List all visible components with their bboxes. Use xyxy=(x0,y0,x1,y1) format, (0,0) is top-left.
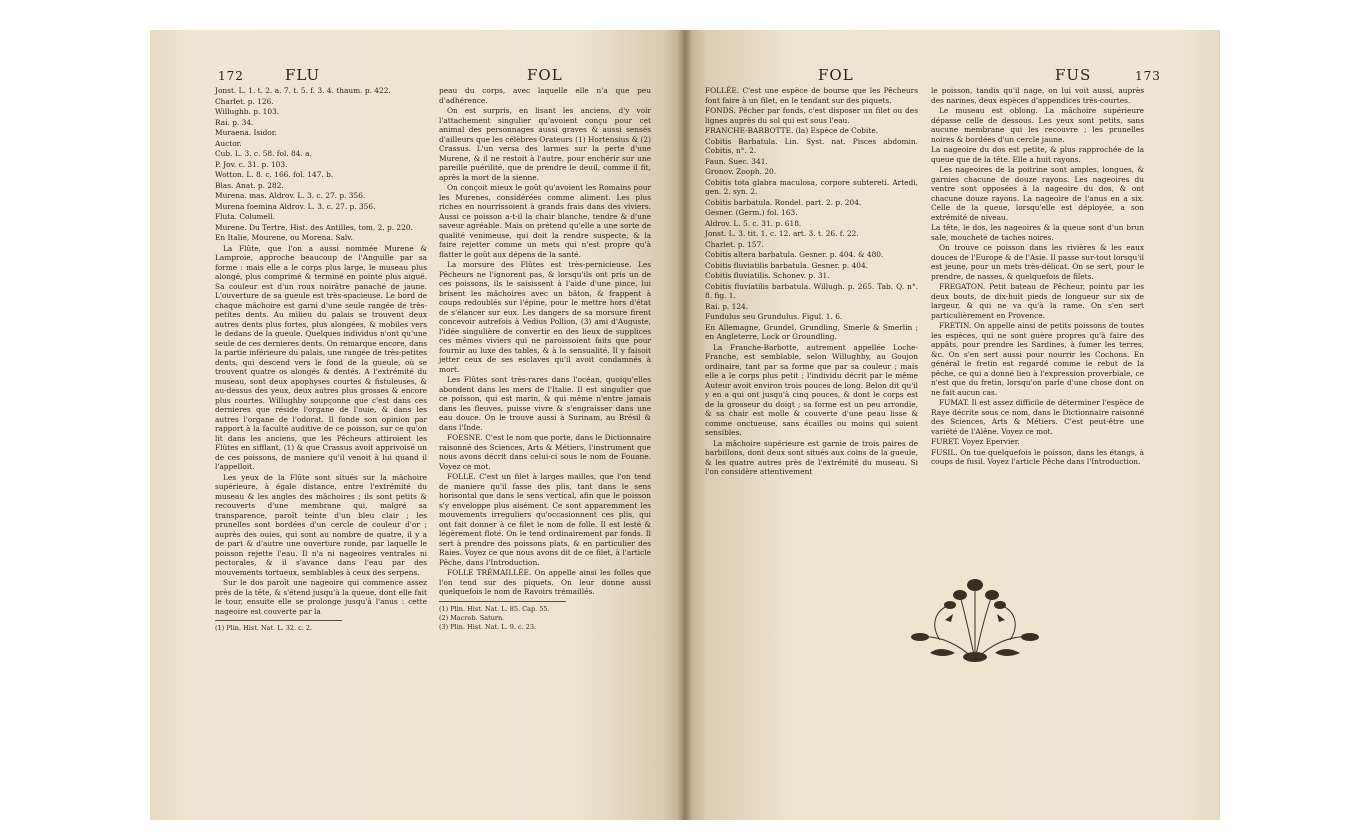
text-paragraph: FOLLE. C'est un filet à larges mailles, que l'on tend de maniere qu'il fasse des plis, tant dans le sens horisontal que dans le sens vertical, afin que le poisson s'y enveloppe plus aisément. Ce sont apparemment les mouvements irreguliers qu'occasionnent ces plis, qui ont fait donner à ce filet le nom de folle. Il est lesté & légèrement floté. On le tend ordinairement par fonds. Il sert à prendre des poissons plats, & en particulier des Raies. Voyez ce que nous avons dit de ce filet, à l'article Pêche, dans l'Introduction. xyxy=(439,472,651,567)
text-paragraph: FURET. Voyez Epervier. xyxy=(931,437,1020,446)
footnote-rule xyxy=(439,601,566,602)
text-paragraph: En Allemagne, Grundel, Grundling, Smerle & Smerlin ; en Angleterre, Lock or Groundling. xyxy=(705,322,918,341)
text-paragraph: Blas. Anat. p. 282. xyxy=(215,180,284,190)
text-paragraph: Charlet. p. 126. xyxy=(215,96,274,106)
text-paragraph: La morsure des Flûtes est très-pernicieuse. Les Pêcheurs ne l'ignorent pas, & lorsqu'ils ont pris un de ces poissons, ils le saisissent à l'aide d'une pince, lui brisent les mâchoires avec un bâton, & frappent à coups redoublés sur l'épine, pour le mettre hors d'état de s'élancer sur eux. Les dangers de sa morsure firent concevoir autrefois à Vedius Pollion, (3) ami d'Auguste, l'idée singulière de convertir en des lieux de supplices ces mêmes viviers qui ne paroissoient faits que pour fournir au luxe des tables, & à la sensualité. Il y faisoit jetter ceux de ses esclaves qu'il avoit condamnés à mort. xyxy=(439,260,651,374)
open-book xyxy=(150,30,1220,820)
text-paragraph: Jonst. L. 1. t. 2. a. 7. t. 5. f. 3. 4. thaum. p. 422. xyxy=(215,86,391,95)
text-paragraph: La mâchoire supérieure est garnie de trois paires de barbillons, dont deux sont situés aux coins de la gueule, & les quatre autres près de l'extrémité du museau. Si l'on considère attentivement xyxy=(705,438,918,476)
text-paragraph: Gesner. (Germ.) fol. 163. xyxy=(705,208,798,217)
left-header-right: FOL xyxy=(527,66,563,84)
text-paragraph: FUSIL. On tue quelquefois le poisson, dans les étangs, à coups de fusil. Voyez l'article Pêche dans l'Introduction. xyxy=(931,447,1144,466)
text-paragraph: peau du corps, avec laquelle elle n'a que peu d'adhérence. xyxy=(439,86,651,105)
text-paragraph: Charlet. p. 157. xyxy=(705,239,764,249)
text-paragraph: Cobitis barbatula. Rondel. part. 2. p. 204. xyxy=(705,197,862,207)
text-paragraph: Cobitis Barbatula. Lin. Syst. nat. Pisces abdomin. Cobitis, n°. 2. xyxy=(705,136,918,155)
footnote-rule xyxy=(215,620,342,621)
text-paragraph: FONDS. Pêcher par fonds, c'est disposer un filet ou des lignes auprès du sol qui est sous l'eau. xyxy=(705,106,918,125)
text-paragraph: Cub. L. 3. c. 58. fol. 84. a. xyxy=(215,149,312,158)
text-paragraph: Cobitis altera barbatula. Gesner. p. 404. & 480. xyxy=(705,250,884,259)
text-paragraph: En Italie, Mourene, ou Morena. Salv. xyxy=(215,233,353,242)
text-paragraph: Fluta. Columell. xyxy=(215,212,276,221)
text-paragraph: Rai. p. 34. xyxy=(215,117,254,127)
footnote: (3) Plin. Hist. Nat. L. 9. c. 23. xyxy=(439,622,537,631)
text-paragraph: Les Flûtes sont très-rares dans l'océan, quoiqu'elles abondent dans les mers de l'Italie. Il est singulier que ce poisson, qui est marin, & qui même n'entre jamais dans les fleuves, puisse vivre & s'engraisser dans une eau douce. On le trouve aussi à Surinam, au Brésil & dans l'Inde. xyxy=(439,375,651,432)
text-paragraph: La Flûte, que l'on a aussi nommée Murene & Lamproie, approche beaucoup de l'Anguille par sa forme : mais elle a le corps plus large, le museau plus alongé, plus comprimé & terminé en pointe plus aiguë. Sa couleur est d'un roux noirâtre panaché de jaune. L'ouverture de sa gueule est très-spacieuse. Le bord de chaque mâchoire est garni d'une seule rangée de très-petites dents. Au milieu du palais se trouvent deux autres dents plus fortes, plus alongées, & mobiles vers le dedans de la gueule. Quelques individus n'ont qu'une seule de ces dernieres dents. On remarque encore, dans la partie inférieure du palais, une rangée de très-petites dents, qui descend vers le fond de la gueule, où se trouvent quatre os alongés & dentés. A l'extrémité du museau, sont deux apophyses courtes & fistuleuses, & au-dessus des yeux, deux autres plus grosses & encore plus courtes. Willughby soupçonne que c'est dans ces dernieres que réside l'organe de l'ouie, & dans les autres l'organe de l'odorat. Il fonde son opinion par rapport à la faculté auditive de ce poisson, sur ce qu'on lit dans les anciens, que les Pêcheurs attiroient les Flûtes en sifflant, (1) & que Crassus avoit apprivoisé un de ces poissons, de maniere qu'il venoit à lui quand il l'appelloit. xyxy=(215,243,427,471)
text-paragraph: Wotton. L. 8. c. 166. fol. 147. b. xyxy=(215,170,334,179)
text-paragraph: Muraena. Isidor. xyxy=(215,128,277,137)
text-paragraph: Cobitis fluviatilis. Schonev. p. 31. xyxy=(705,271,830,280)
right-header-left: FOL xyxy=(818,66,854,84)
text-paragraph: Willughb. p. 103. xyxy=(215,107,280,116)
text-paragraph: Murena. mas. Aldrov. L. 3. c. 27. p. 356. xyxy=(215,191,366,200)
right-header-right: FUS xyxy=(1055,66,1092,84)
left-column-1 xyxy=(215,86,427,633)
footnote: (1) Plin. Hist. Nat. L. 32. c. 2. xyxy=(215,624,313,632)
text-paragraph: On trouve ce poisson dans les rivières & les eaux douces de l'Europe & de l'Asie. Il passe sur-tout lorsqu'il est jeune, pour un mets très-délicat. On se sert, pour le prendre, de nasses, & quelquefois de filets. xyxy=(931,243,1144,281)
text-paragraph: P. Jov. c. 31. p. 103. xyxy=(215,159,288,169)
text-paragraph: Aldrov. L. 5. c. 31. p. 618. xyxy=(705,218,802,228)
text-paragraph: FOESNE. C'est le nom que porte, dans le Dictionnaire raisonné des Sciences, Arts & Métiers, l'instrument que nous avons décrit dans celui-ci sous le nom de Fouane. Voyez ce mot. xyxy=(439,433,651,471)
text-paragraph: Cobitis fluviatilis barbatula. Gesner. p. 404. xyxy=(705,260,869,270)
right-column-2 xyxy=(931,86,1144,468)
book-gutter xyxy=(678,30,692,820)
text-paragraph: Cobitis tota glabra maculosa, corpore subtereti. Artedi, gen. 2. syn. 2. xyxy=(705,177,918,196)
left-page-number: 172 xyxy=(218,69,244,83)
right-column-1 xyxy=(705,86,918,478)
text-paragraph: Cobitis fluviatilis barbatula. Willugh. p. 265. Tab. Q. n°. 8. fig. 1. xyxy=(705,281,918,300)
text-paragraph: Murene. Du Tertre, Hist. des Antilles, tom. 2. p. 220. xyxy=(215,222,413,232)
left-page xyxy=(150,30,685,820)
text-paragraph: La tête, le dos, les nageoires & la queue sont d'un brun sale, moucheté de taches noires. xyxy=(931,223,1144,242)
text-paragraph: Faun. Suec. 341. xyxy=(705,156,768,166)
text-paragraph: FRETIN. On appelle ainsi de petits poissons de toutes les espèces, qui ne sont guère propres qu'à faire des appâts, pour prendre les Sardines, à fumer les terres, &c. On s'en sert aussi pour nourrir les Cochons. En général le fretin est regardé comme le rebut de la pêche, ce qui a donné lieu à l'expression proverbiale, ce n'est que du fretin, lorsqu'on parle d'une chose dont on ne fait aucun cas. xyxy=(931,321,1144,397)
text-paragraph: FUMAT. Il est assez difficile de déterminer l'espèce de Raye décrite sous ce nom, dans le Dictionnaire raisonné des Sciences, Arts & Métiers. C'est peut-être une variété de l'Alêne. Voyez ce mot. xyxy=(931,398,1144,436)
text-paragraph: On conçoit mieux le goût qu'avoient les Romains pour les Murenes, considérées comme aliment. Les plus riches en nourrissoient à grands frais dans des viviers. Aussi ce poisson a-t-il la chair blanche, tendre & d'une saveur agréable. Mais on prétend qu'elle a une sorte de qualité venimeuse, qui doit la rendre suspecte, & la faire rejetter comme un mets qui n'est propre qu'à flatter le goût aux dépens de la santé. xyxy=(439,183,651,259)
text-paragraph: La nageoire du dos est petite, & plus rapprochée de la queue que de la tête. Elle a huit rayons. xyxy=(931,145,1144,164)
text-paragraph: Les nageoires de la poitrine sont amples, longues, & garnies chacune de douze rayons. Les nageoires du ventre sont opposées à la nageoire du dos, & ont chacune douze rayons. La nageoire de l'anus en a six. Celle de la queue, lorsqu'elle est déployée, a son extrémité de niveau. xyxy=(931,165,1144,222)
text-paragraph: FREGATON. Petit bateau de Pêcheur, pointu par les deux bouts, de dix-huit pieds de longueur sur six de largeur, & qui ne va qu'à la rame. On s'en sert particulièrement en Provence. xyxy=(931,282,1144,320)
text-paragraph: Le museau est oblong. La mâchoire supérieure dépasse celle de dessous. Les yeux sont petits, sans aucune membrane qui les recouvre ; les prunelles noires & bordées d'un cercle jaune. xyxy=(931,106,1144,144)
footnote: (2) Macrob. Saturn. xyxy=(439,613,505,622)
text-paragraph: Rai. p. 124. xyxy=(705,301,749,311)
text-paragraph: FOLLE TRÉMAILLÉE. On appelle ainsi les folles que l'on tend sur des piquets. On leur donne aussi quelquefois le nom de Ravoirs trémaillés. xyxy=(439,568,651,596)
text-paragraph: Jonst. L. 3. tit. 1. c. 12. art. 3. t. 26. f. 22. xyxy=(705,229,859,238)
footnote: (1) Plin. Hist. Nat. L. 85. Cap. 55. xyxy=(439,604,550,613)
text-paragraph: Fundulus seu Grundulus. Figul. 1. 6. xyxy=(705,312,843,321)
text-paragraph: FRANCHE-BARBOTTE. (la) Espèce de Cobite. xyxy=(705,126,879,135)
text-paragraph: Gronov. Zooph. 20. xyxy=(705,167,777,176)
text-paragraph: On est surpris, en lisant les anciens, d'y voir l'attachement singulier qu'avoient conçu pour cet animal des personnages aussi graves & aussi sensés d'ailleurs que les célèbres Orateurs (1) Hortensius & (2) Crassus. L'un versa des larmes sur la perte d'une Murene, & il ne restoit à l'autre, pour enchérir sur une pareille puérilité, que de prendre le deuil, comme il fit, après la mort de la sienne. xyxy=(439,106,651,182)
text-paragraph: Sur le dos paroît une nageoire qui commence assez près de la tête, & s'étend jusqu'à la queue, dont elle fait le tour, ensuite elle se prolonge jusqu'à l'anus : cette nageoire est couverte par la xyxy=(215,578,427,616)
floral-vignette-ornament xyxy=(900,565,1050,675)
right-page-number: 173 xyxy=(1135,69,1161,83)
left-header-left: FLU xyxy=(285,66,321,84)
text-paragraph: le poisson, tandis qu'il nage, on lui voit aussi, auprès des narines, deux espèces d'appendices très-courtes. xyxy=(931,86,1144,105)
text-paragraph: Les yeux de la Flûte sont situés sur la mâchoire supérieure, à égale distance, entre l'extrémité du museau & les angles des mâchoires ; ils sont petits & recouverts d'une membrane qui, malgré sa transparence, paroît teinte d'un bleu clair ; les prunelles sont bordées d'un cercle de couleur d'or ; auprès des ouies, qui sont au nombre de quatre, il y a de part & d'autre une ouverture ronde, par laquelle le poisson rejette l'eau. Il n'a ni nageoires ventrales ni pectorales, & il s'avance dans l'eau par des mouvements tortueux, semblables à ceux des serpens. xyxy=(215,472,427,577)
text-paragraph: La Franche-Barbotte, autrement appellée Loche-Franche, est semblable, selon Willughby, au Goujon ordinaire, tant par sa forme que par sa couleur ; mais elle a le corps plus petit ; l'individu décrit par le même Auteur avoit environ trois pouces de long. Belon dit qu'il y en a qui ont jusqu'à cinq pouces, & dont le corps est de la grosseur du doigt ; sa forme est un peu arrondie, & sa chair est molle & couverte d'une peau lisse & comme onctueuse, sans écailles ou moins qui soient sensibles. xyxy=(705,342,918,437)
left-column-2 xyxy=(439,86,651,632)
text-paragraph: Murena foemina Aldrov. L. 3. c. 27. p. 356. xyxy=(215,201,376,211)
text-paragraph: FOLLÉE. C'est une espèce de bourse que les Pêcheurs font faire à un filet, en le tendant sur des piquets. xyxy=(705,86,918,105)
right-page xyxy=(685,30,1220,820)
text-paragraph: Auctor. xyxy=(215,138,242,148)
